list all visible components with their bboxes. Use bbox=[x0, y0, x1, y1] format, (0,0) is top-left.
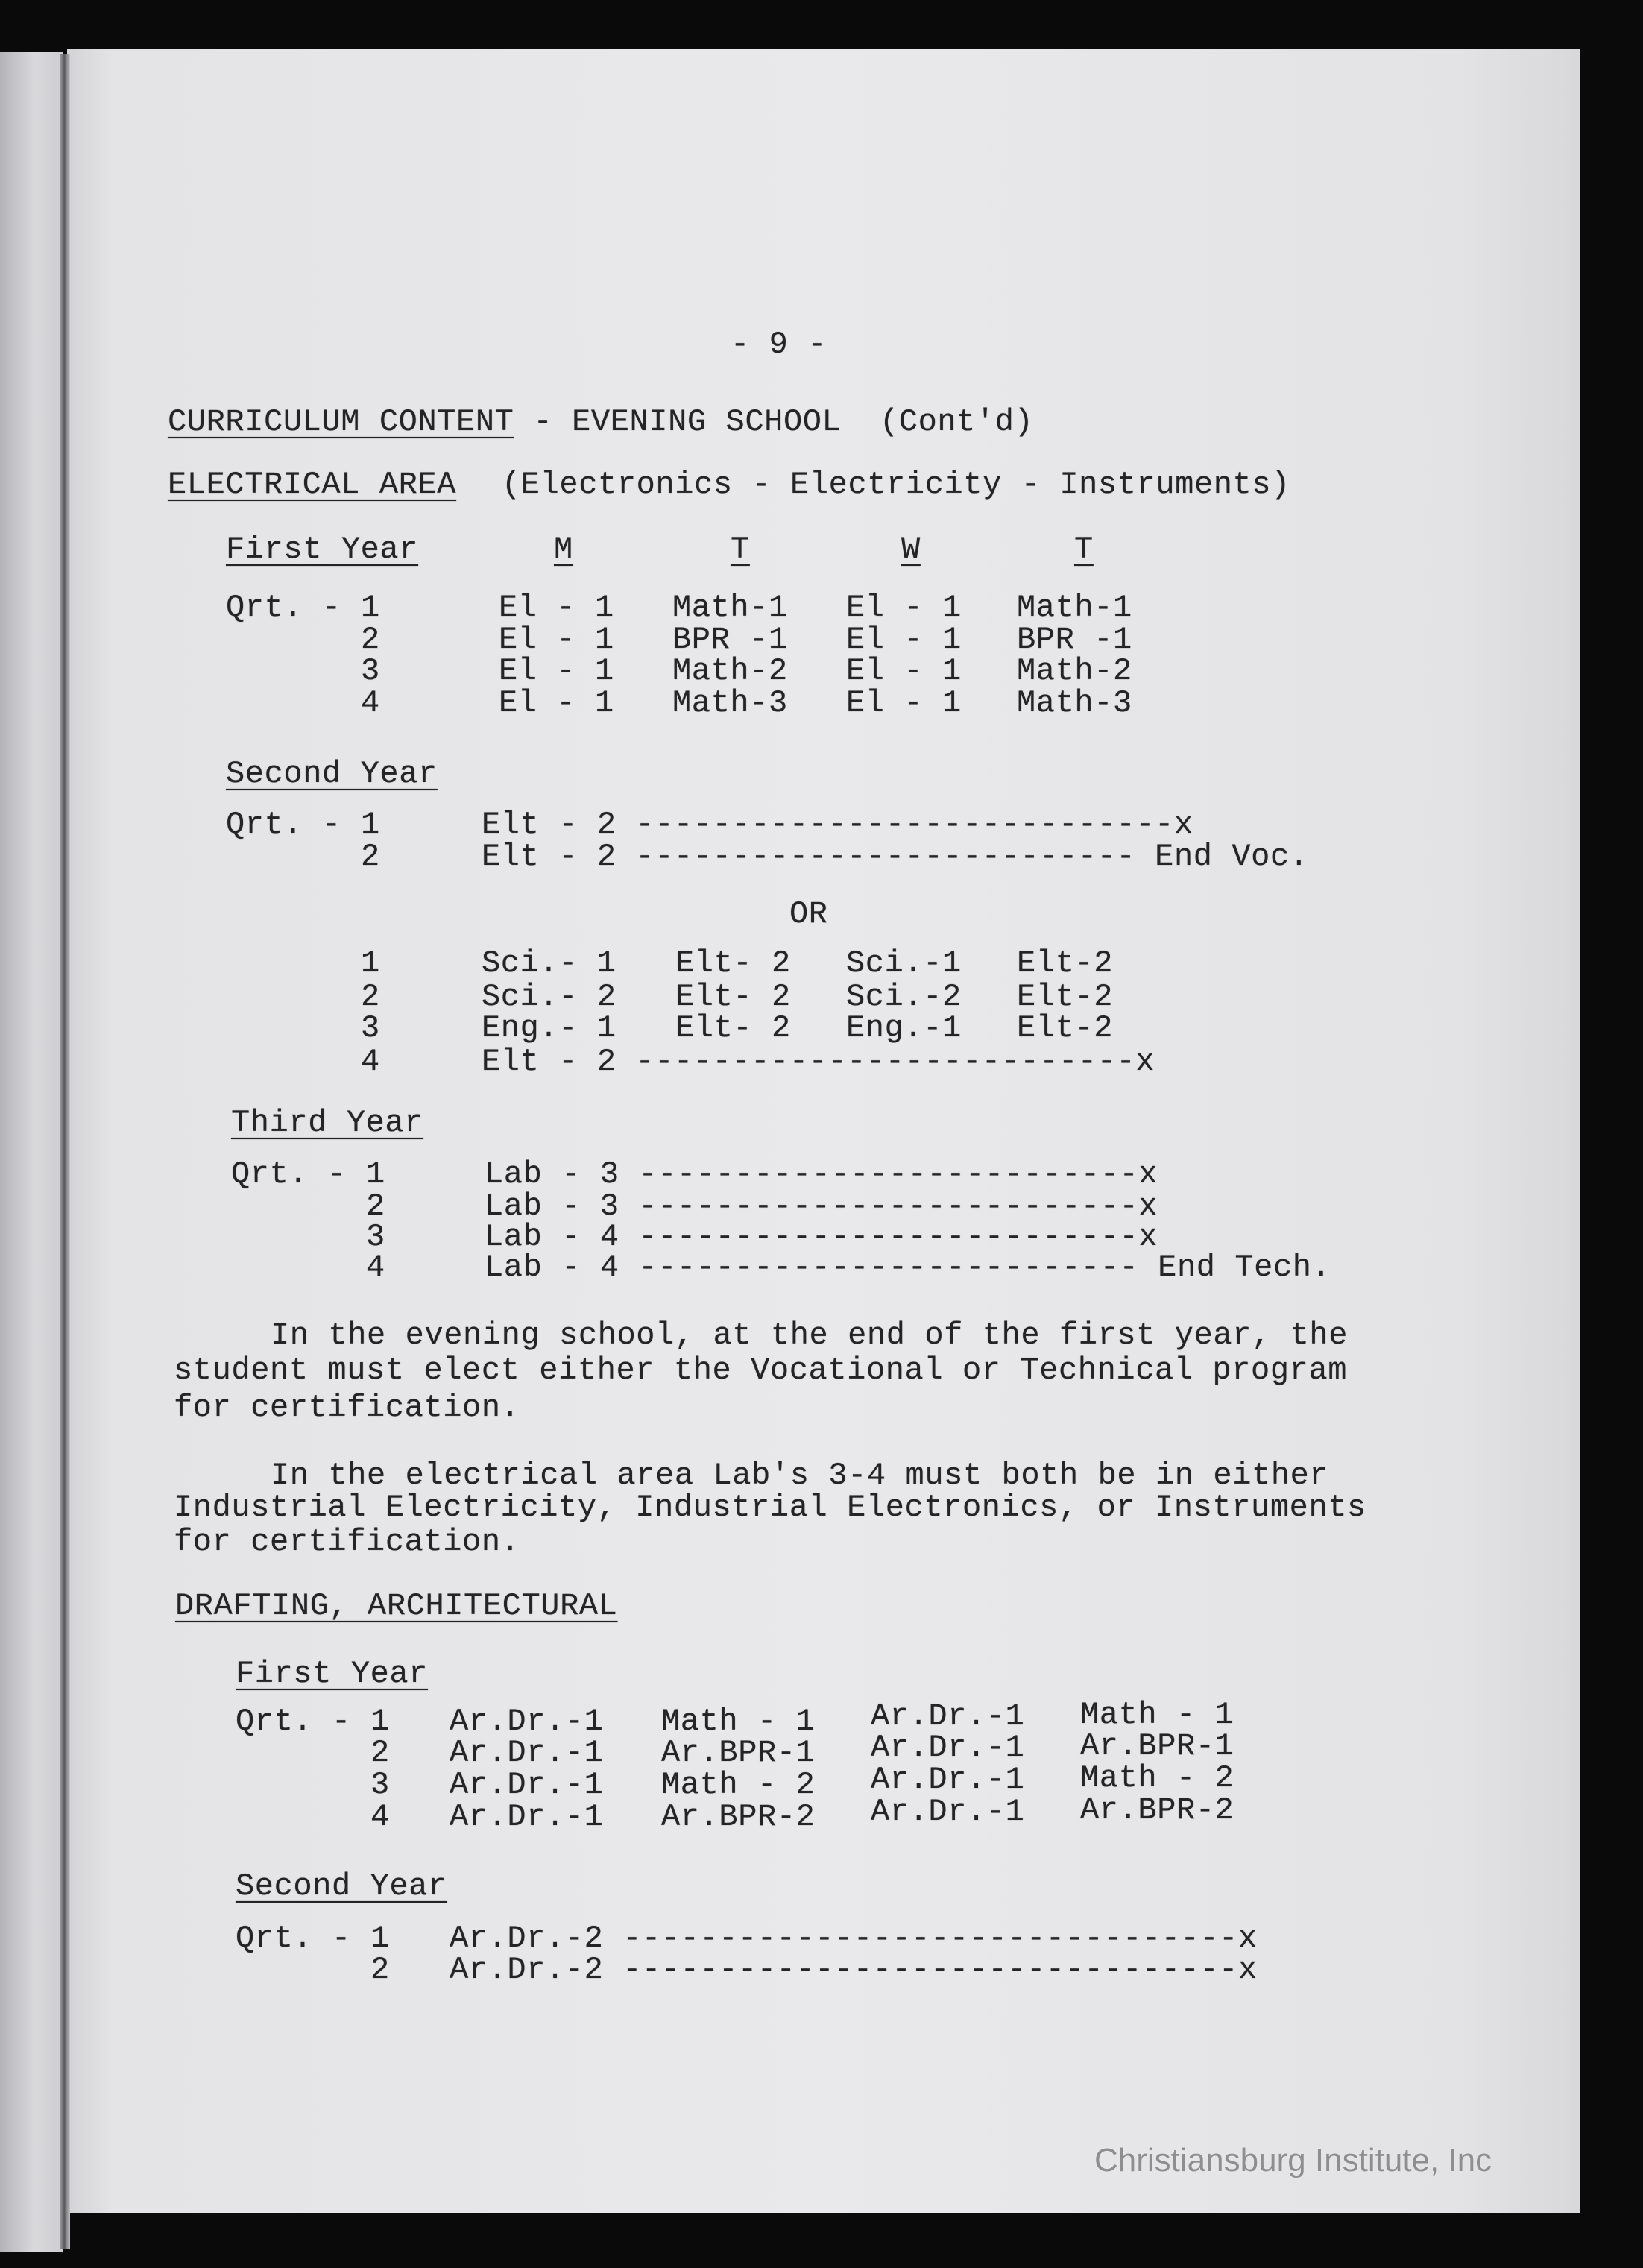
course-cell: Ar.Dr.-1 bbox=[871, 1730, 1025, 1765]
year-label-first: First Year bbox=[236, 1656, 429, 1692]
course-cell: El - 1 bbox=[846, 685, 962, 721]
course-cell: Math-1 bbox=[1017, 590, 1132, 626]
course-cell: Ar.Dr.-1 bbox=[450, 1735, 604, 1771]
quarter-number: 4 bbox=[361, 685, 380, 721]
course-cell: Ar.Dr.-1 bbox=[450, 1799, 604, 1835]
course-cell: Ar.Dr.-1 bbox=[871, 1794, 1025, 1830]
quarter-number: 3 bbox=[370, 1767, 390, 1803]
section-title-drafting: DRAFTING, ARCHITECTURAL bbox=[175, 1588, 618, 1624]
course-cell: Ar.BPR-2 bbox=[1080, 1792, 1234, 1828]
course-line: Ar.Dr.-2 --------------------------------x bbox=[450, 1921, 1258, 1956]
quarter-number: 4 bbox=[361, 1044, 380, 1080]
heading-subtitle: - EVENING SCHOOL (Cont'd) bbox=[533, 404, 1034, 440]
quarter-number: 1 bbox=[361, 945, 380, 981]
section-subtitle-electrical: (Electronics - Electricity - Instruments) bbox=[502, 467, 1290, 503]
year-label-third: Third Year bbox=[231, 1105, 424, 1141]
page-heading bbox=[168, 406, 1033, 438]
course-line: Lab - 3 --------------------------x bbox=[485, 1188, 1158, 1224]
course-line: Ar.Dr.-2 --------------------------------x bbox=[450, 1952, 1258, 1988]
quarter-number: 2 bbox=[361, 979, 380, 1015]
course-line: Lab - 4 -------------------------- End Tech. bbox=[485, 1250, 1331, 1285]
course-cell: BPR -1 bbox=[1017, 622, 1132, 658]
course-cell: Ar.Dr.-1 bbox=[871, 1698, 1025, 1734]
page-number: - 9 - bbox=[731, 327, 827, 362]
course-cell: El - 1 bbox=[499, 653, 614, 689]
course-line: Lab - 3 --------------------------x bbox=[485, 1156, 1158, 1192]
quarter-label: Qrt. - bbox=[236, 1921, 351, 1956]
course-cell: Elt- 2 bbox=[675, 945, 791, 981]
course-line: Elt - 2 --------------------------x bbox=[482, 1044, 1155, 1080]
quarter-label: Qrt. - bbox=[236, 1704, 351, 1739]
paragraph-line: In the electrical area Lab's 3-4 must both be in either bbox=[271, 1458, 1329, 1493]
paragraph-line: student must elect either the Vocational or Technical program bbox=[174, 1352, 1348, 1388]
course-cell: Sci.- 2 bbox=[482, 979, 616, 1015]
course-cell: Math - 2 bbox=[1080, 1760, 1234, 1796]
quarter-number: 1 bbox=[370, 1921, 390, 1956]
quarter-number: 3 bbox=[366, 1219, 385, 1255]
or-separator: OR bbox=[789, 896, 828, 932]
year-label-first: First Year bbox=[226, 532, 419, 567]
quarter-number: 1 bbox=[366, 1156, 385, 1192]
day-header-wednesday: W bbox=[901, 532, 921, 567]
quarter-number: 1 bbox=[370, 1704, 390, 1739]
year-label-second: Second Year bbox=[236, 1868, 447, 1904]
course-cell: Math-3 bbox=[672, 685, 788, 721]
quarter-label: Qrt. - bbox=[231, 1156, 347, 1192]
binding-seam bbox=[60, 54, 70, 2249]
quarter-number: 4 bbox=[370, 1799, 390, 1835]
course-cell: Elt- 2 bbox=[675, 979, 791, 1015]
quarter-number: 2 bbox=[366, 1188, 385, 1224]
course-cell: Eng.- 1 bbox=[482, 1010, 616, 1046]
course-cell: Ar.Dr.-1 bbox=[450, 1704, 604, 1739]
course-cell: Elt-2 bbox=[1017, 1010, 1114, 1046]
quarter-number: 2 bbox=[361, 839, 380, 875]
course-cell: Sci.- 1 bbox=[482, 945, 616, 981]
section-title-electrical: ELECTRICAL AREA bbox=[168, 467, 457, 503]
course-line: Elt - 2 -------------------------- End Voc. bbox=[482, 839, 1309, 875]
quarter-number: 1 bbox=[361, 807, 380, 842]
course-cell: El - 1 bbox=[846, 622, 962, 658]
course-cell: BPR -1 bbox=[672, 622, 788, 658]
quarter-number: 2 bbox=[370, 1735, 390, 1771]
course-cell: Math - 1 bbox=[1080, 1697, 1234, 1733]
course-cell: El - 1 bbox=[499, 590, 614, 626]
course-line: Lab - 4 --------------------------x bbox=[485, 1219, 1158, 1255]
course-cell: Math-2 bbox=[1017, 653, 1132, 689]
paragraph-line: In the evening school, at the end of the first year, the bbox=[271, 1317, 1349, 1353]
facing-page-edge bbox=[0, 52, 63, 2252]
course-cell: Elt- 2 bbox=[675, 1010, 791, 1046]
quarter-number: 1 bbox=[361, 590, 380, 626]
paragraph-line: for certification. bbox=[174, 1524, 520, 1560]
course-cell: Math-1 bbox=[672, 590, 788, 626]
day-header-thursday: T bbox=[1074, 532, 1094, 567]
course-cell: El - 1 bbox=[499, 622, 614, 658]
quarter-label: Qrt. - bbox=[226, 807, 341, 842]
watermark: Christiansburg Institute, Inc bbox=[1094, 2142, 1492, 2179]
course-cell: Math - 2 bbox=[661, 1767, 816, 1803]
course-cell: Sci.-2 bbox=[846, 979, 962, 1015]
quarter-number: 3 bbox=[361, 653, 380, 689]
paragraph-line: Industrial Electricity, Industrial Electronics, or Instruments bbox=[174, 1490, 1366, 1525]
course-cell: Ar.BPR-1 bbox=[1080, 1728, 1234, 1764]
year-label-second: Second Year bbox=[226, 756, 438, 792]
quarter-label: Qrt. - bbox=[226, 590, 341, 626]
quarter-number: 3 bbox=[361, 1010, 380, 1046]
course-cell: Math-3 bbox=[1017, 685, 1132, 721]
course-cell: Eng.-1 bbox=[846, 1010, 962, 1046]
course-cell: Elt-2 bbox=[1017, 945, 1114, 981]
course-cell: Sci.-1 bbox=[846, 945, 962, 981]
course-cell: El - 1 bbox=[499, 685, 614, 721]
course-cell: Elt-2 bbox=[1017, 979, 1114, 1015]
day-header-tuesday: T bbox=[731, 532, 750, 567]
quarter-number: 2 bbox=[370, 1952, 390, 1988]
course-cell: Ar.BPR-2 bbox=[661, 1799, 816, 1835]
course-cell: Math-2 bbox=[672, 653, 788, 689]
heading-title: CURRICULUM CONTENT bbox=[168, 404, 514, 440]
course-cell: Math - 1 bbox=[661, 1704, 816, 1739]
course-cell: Ar.Dr.-1 bbox=[450, 1767, 604, 1803]
quarter-number: 4 bbox=[366, 1250, 385, 1285]
course-cell: El - 1 bbox=[846, 590, 962, 626]
paragraph-line: for certification. bbox=[174, 1390, 520, 1426]
quarter-number: 2 bbox=[361, 622, 380, 658]
course-line: Elt - 2 ----------------------------x bbox=[482, 807, 1193, 842]
course-cell: Ar.BPR-1 bbox=[661, 1735, 816, 1771]
course-cell: Ar.Dr.-1 bbox=[871, 1762, 1025, 1798]
course-cell: El - 1 bbox=[846, 653, 962, 689]
day-header-monday: M bbox=[554, 532, 573, 567]
